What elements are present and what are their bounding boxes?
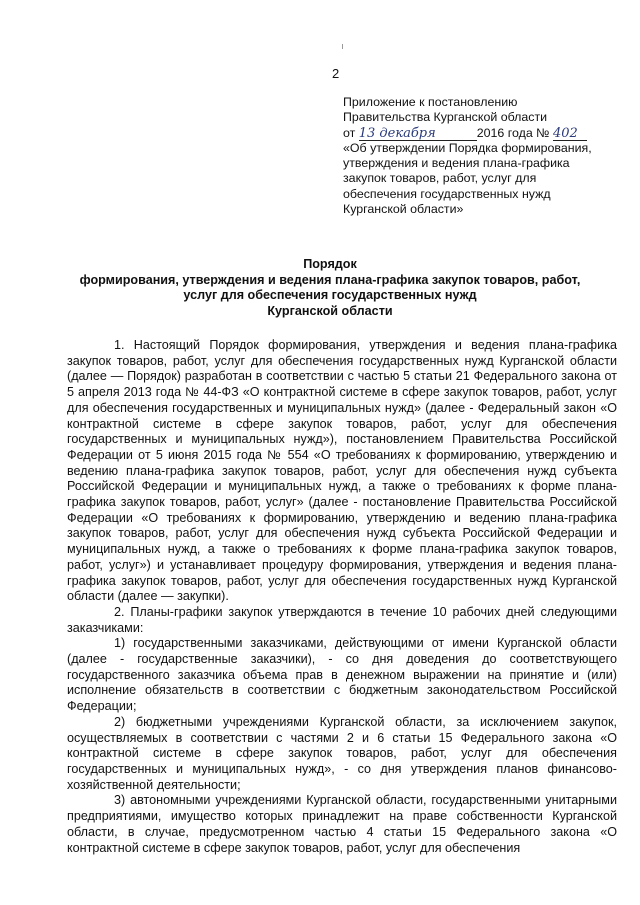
scan-mark <box>342 44 343 49</box>
subject-line-5: Курганской области» <box>343 202 464 217</box>
date-blank <box>359 127 477 141</box>
paragraph-2-item-1: 1) государственными заказчиками, действующими от имени Курганской области (далее - государственные заказчики), - со дня доведения до соответствующего государственного заказчика объема прав в денежном выражении на принятие и (или) исполнение обязательств в соответствии с бюджетным законодательством Российской Федерации; <box>67 636 617 714</box>
paragraph-2-item-2: 2) бюджетными учреждениями Курганской области, за исключением закупок, осуществляемых в соответствии с частями 2 и 6 статьи 15 Федерального закона «О контрактной системе в сфере закупок товаров, работ, услуг для обеспечения государственных и муниципальных нужд», - со дня утверждения планов финансово-хозяйственной деятельности; <box>67 714 617 792</box>
handwritten-date: 13 декабря <box>358 125 436 141</box>
subject-line-1: «Об утверждении Порядка формирования, <box>343 140 592 155</box>
number-blank <box>553 127 587 141</box>
appendix-date-line <box>343 126 623 141</box>
page-number: 2 <box>332 66 340 81</box>
paragraph-1: 1. Настоящий Порядок формирования, утверждения и ведения плана-графика закупок товаров, работ, услуг для обеспечения государственных нужд Курганской области (далее — Порядок) разработан в соответствии с частью 5 статьи 21 Федерального закона от 5 апреля 2013 года № 44-ФЗ «О контрактной системе в сфере закупок товаров, работ, услуг для обеспечения государственных и муниципальных нужд» (далее - Федеральный закон «О контрактной системе в сфере закупок товаров, работ, услуг для обеспечения государственных и муниципальных нужд»), постановлением Правительства Российской Федерации от 5 июня 2015 года № 554 «О требованиях к формированию, утверждению и ведению плана-графика закупок товаров, работ, услуг для обеспечения нужд субъекта Российской Федерации и муниципальных нужд, а также о требованиях к форме плана-графика закупок товаров, работ, услуг» (далее - постановление Правительства Российской Федерации «О требованиях к формированию, утверждению и ведению плана-графика закупок товаров, работ, услуг для обеспечения нужд субъекта Российской Федерации и муниципальных нужд, а также о требованиях к форме плана-графика закупок товаров, работ, услуг») и устанавливает процедуру формирования, утверждения и ведения плана-графика закупок товаров, работ, услуг для обеспечения государственных нужд Курганской области (далее — закупки). <box>67 338 617 604</box>
handwritten-number: 402 <box>552 125 578 141</box>
paragraph-2-item-3: 3) автономными учреждениями Курганской области, государственными унитарными предприятиями, имущество которых принадлежит на праве собственности Курганской области, в случае, предусмотренном частью 4 статьи 15 Федерального закона «О контрактной системе в сфере закупок товаров, работ, услуг для обеспечения <box>67 793 617 855</box>
date-prefix: от <box>343 125 356 140</box>
document-title <box>60 257 600 319</box>
title-line-4: Курганской области <box>267 303 393 318</box>
appendix-line-1: Приложение к постановлению <box>343 95 518 109</box>
title-line-2: формирования, утверждения и ведения плана-графика закупок товаров, работ, <box>79 272 581 287</box>
title-line-1: Порядок <box>303 257 357 271</box>
date-suffix: 2016 года № <box>476 125 550 140</box>
appendix-line-2: Правительства Курганской области <box>343 110 548 125</box>
subject-line-2: утверждения и ведения плана-графика <box>343 156 570 171</box>
title-line-3: услуг для обеспечения государственных нужд <box>183 288 477 303</box>
paragraph-2: 2. Планы-графики закупок утверждаются в течение 10 рабочих дней следующими заказчиками: <box>67 604 617 635</box>
document-body <box>67 338 617 856</box>
appendix-header <box>343 95 623 217</box>
subject-line-4: обеспечения государственных нужд <box>343 186 551 201</box>
subject-line-3: закупок товаров, работ, услуг для <box>343 171 537 186</box>
